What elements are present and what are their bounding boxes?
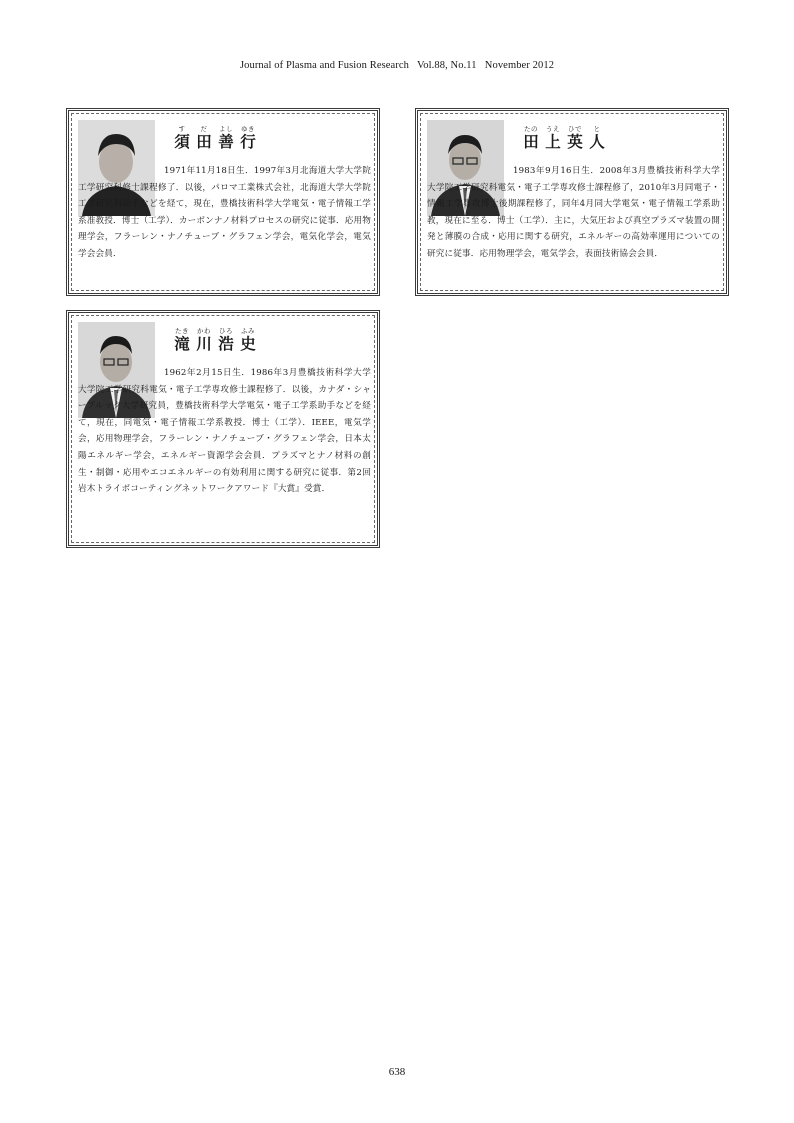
name-char: 行 [240, 132, 256, 151]
bio-text: 1983年9月16日生．2008年3月豊橋技術科学大学大学院工学研究科電気・電子工学専攻修士課程修了，2010年3月同電子・情報工学専攻博士後期課程修了，同年4月同大学電気・電子情報工学系助教，現在に至る．博士（工学）．主に，大気圧および真空プラズマ装置の開発と薄膜の合成・応用に関する研究，エネルギーの高効率運用についての研究に従事．応用物理学会，電気学会，表面技術協会会員． [427, 166, 720, 259]
ruby-char: かわ [197, 327, 211, 335]
author-bio [78, 365, 371, 498]
name-char: 浩 [218, 334, 234, 353]
ruby-char: ふみ [241, 327, 255, 335]
name-char: 英 [567, 132, 583, 151]
ruby-char: たき [175, 327, 189, 335]
name-char: 上 [545, 132, 561, 151]
name-char: 川 [196, 334, 212, 353]
name-char: 田 [523, 132, 539, 151]
name-char: 史 [240, 334, 256, 353]
ruby-char: ひろ [219, 327, 233, 335]
author-name-block [171, 327, 259, 353]
running-header: Journal of Plasma and Fusion Research Vol.88, No.11 November 2012 [239, 60, 555, 71]
author-bio [427, 163, 720, 263]
name-char: 善 [218, 132, 234, 151]
ruby-char: うえ [546, 125, 560, 133]
author-card-tanoue [415, 108, 729, 296]
author-name-block [171, 125, 259, 151]
page-number: 638 [388, 1066, 406, 1078]
name-char: 田 [196, 132, 212, 151]
name-char: 須 [174, 132, 190, 151]
ruby-char: よし [219, 125, 233, 133]
ruby-char: ゆき [241, 125, 255, 133]
author-bio [78, 163, 371, 263]
bio-text: 1971年11月18日生．1997年3月北海道大学大学院工学研究科修士課程修了．以後，パロマ工業株式会社，北海道大学大学院工学研究科助手などを経て，現在，豊橋技術科学大学電気・電子情報工学系准教授．博士（工学）．カーボンナノ材料プロセスの研究に従事．応用物理学会，フラーレン・ナノチューブ・グラフェン学会，電気化学会，電気学会会員． [78, 166, 371, 259]
name-char: 人 [589, 132, 605, 151]
author-name-block [520, 125, 608, 151]
ruby-char: と [593, 125, 601, 133]
ruby-char: たの [524, 125, 538, 133]
ruby-char: だ [200, 125, 208, 133]
ruby-char: ひで [568, 125, 582, 133]
name-char: 滝 [174, 334, 190, 353]
ruby-char: す [178, 125, 186, 133]
bio-text: 1962年2月15日生．1986年3月豊橋技術科学大学大学院工学研究科電気・電子工学専攻修士課程修了．以後，カナダ・シャーブルック大学研究員，豊橋技術科学大学電気・電子工学系助手などを経て，現在，同電気・電子情報工学系教授．博士（工学）．IEEE，電気学会，応用物理学会，フラーレン・ナノチューブ・グラフェン学会，日本太陽エネルギー学会，エネルギー資源学会会員．プラズマとナノ材料の創生・制御・応用やエコエネルギーの有効利用に関する研究に従事．第2回岩木トライボコーティングネットワークアワード『大賞』受賞． [78, 368, 371, 495]
author-card-takikawa [66, 310, 380, 548]
author-card-suda [66, 108, 380, 296]
